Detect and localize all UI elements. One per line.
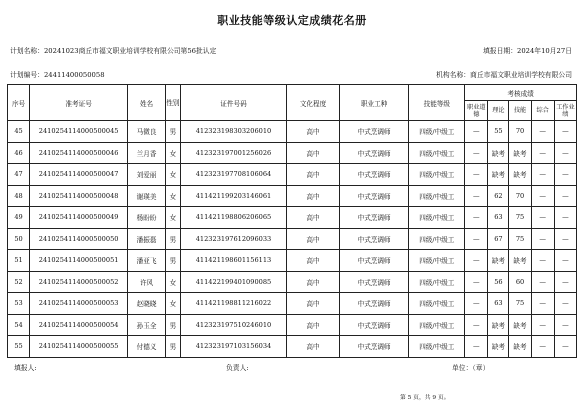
cell-occupation: 中式烹调师 [339,207,409,229]
cell-overall: — [531,185,554,207]
cell-theory: 67 [488,228,509,250]
cell-gender: 女 [166,185,181,207]
cell-skill: 缺考 [509,336,531,358]
cell-seq: 50 [8,228,30,250]
col-header-ethics: 职业道德 [465,101,488,121]
cell-education: 高中 [287,207,340,229]
cell-cert-no: 2410254114000500046 [30,142,128,164]
cell-ethics: — [465,336,488,358]
cell-name: 许风 [128,271,166,293]
cell-education: 高中 [287,185,340,207]
cell-education: 高中 [287,336,340,358]
cell-education: 高中 [287,164,340,186]
cell-name: 谢瑛美 [128,185,166,207]
cell-overall: — [531,250,554,272]
cell-cert-no: 2410254114000500052 [30,271,128,293]
cell-gender: 男 [166,336,181,358]
cell-education: 高中 [287,271,340,293]
cell-occupation: 中式烹调师 [339,293,409,315]
page-title: 职业技能等级认定成绩花名册 [217,14,367,27]
plan-name: 计划名称：20241023商丘市福文职业培训学校有限公司第56批认定 [10,47,217,55]
cell-overall: — [531,314,554,336]
cell-education: 高中 [287,314,340,336]
cell-overall: — [531,207,554,229]
cell-overall: — [531,336,554,358]
cell-skill: 75 [509,293,531,315]
cell-name: 兰月香 [128,142,166,164]
cell-education: 高中 [287,121,340,143]
cell-performance: — [554,142,576,164]
table-row [8,314,577,336]
cell-id-no: 412323197708106064 [180,164,286,186]
cell-id-no: 411421198806206065 [180,207,286,229]
cell-seq: 55 [8,336,30,358]
cell-occupation: 中式烹调师 [339,271,409,293]
col-header-id-no: 证件号码 [180,85,286,121]
col-header-overall: 综合 [531,101,554,121]
cell-theory: 63 [488,293,509,315]
cell-performance: — [554,185,576,207]
cell-gender: 女 [166,164,181,186]
cell-cert-no: 2410254114000500047 [30,164,128,186]
table-row [8,185,577,207]
cell-level: 四级/中级工 [409,271,465,293]
cell-cert-no: 2410254114000500054 [30,314,128,336]
cell-ethics: — [465,185,488,207]
col-header-seq: 序号 [8,85,30,121]
table-row [8,207,577,229]
cell-ethics: — [465,228,488,250]
plan-number: 计划编号：24411400050058 [10,71,105,79]
cell-performance: — [554,164,576,186]
cell-seq: 48 [8,185,30,207]
table-row [8,293,577,315]
cell-theory: 缺考 [488,336,509,358]
cell-theory: 55 [488,121,509,143]
cell-seq: 46 [8,142,30,164]
cell-performance: — [554,250,576,272]
cell-skill: 缺考 [509,250,531,272]
cell-id-no: 412323198303206010 [180,121,286,143]
cell-name: 孙玉全 [128,314,166,336]
org-name: 机构名称：商丘市福文职业培训学校有限公司 [436,71,572,79]
table-row [8,271,577,293]
cell-occupation: 中式烹调师 [339,121,409,143]
cell-seq: 53 [8,293,30,315]
cell-name: 潘亚飞 [128,250,166,272]
page-indicator: 第 5 页，共 9 页。 [400,395,450,401]
cell-overall: — [531,293,554,315]
col-header-name: 姓名 [128,85,166,121]
col-header-results-group: 考核成绩 [465,85,577,101]
cell-gender: 男 [166,121,181,143]
cell-ethics: — [465,164,488,186]
cell-level: 四级/中级工 [409,142,465,164]
cell-id-no: 412323197612096033 [180,228,286,250]
cell-name: 刘爱丽 [128,164,166,186]
table-row [8,250,577,272]
cell-performance: — [554,314,576,336]
table-row [8,228,577,250]
cell-theory: 63 [488,207,509,229]
cell-skill: 75 [509,207,531,229]
cell-seq: 49 [8,207,30,229]
cell-overall: — [531,271,554,293]
cell-cert-no: 2410254114000500053 [30,293,128,315]
cell-id-no: 412323197001256026 [180,142,286,164]
cell-gender: 女 [166,271,181,293]
cell-performance: — [554,207,576,229]
results-table [7,84,577,358]
cell-overall: — [531,121,554,143]
cell-id-no: 412323197510246010 [180,314,286,336]
cell-name: 马微良 [128,121,166,143]
footer-responsible: 负责人: [226,364,249,372]
cell-skill: 缺考 [509,164,531,186]
cell-seq: 54 [8,314,30,336]
cell-occupation: 中式烹调师 [339,336,409,358]
cell-performance: — [554,293,576,315]
cell-occupation: 中式烹调师 [339,250,409,272]
cell-level: 四级/中级工 [409,228,465,250]
cell-overall: — [531,142,554,164]
col-header-theory: 理论 [488,101,509,121]
cell-gender: 男 [166,228,181,250]
cell-gender: 女 [166,142,181,164]
cell-overall: — [531,228,554,250]
cell-id-no: 411421198601156113 [180,250,286,272]
cell-cert-no: 2410254114000500055 [30,336,128,358]
cell-skill: 70 [509,121,531,143]
cell-cert-no: 2410254114000500049 [30,207,128,229]
col-header-occupation: 职业工种 [339,85,409,121]
cell-gender: 女 [166,293,181,315]
cell-cert-no: 2410254114000500045 [30,121,128,143]
cell-skill: 缺考 [509,142,531,164]
cell-performance: — [554,121,576,143]
table-row [8,121,577,143]
cell-level: 四级/中级工 [409,336,465,358]
cell-gender: 男 [166,250,181,272]
cell-occupation: 中式烹调师 [339,164,409,186]
cell-ethics: — [465,293,488,315]
cell-education: 高中 [287,250,340,272]
cell-overall: — [531,164,554,186]
footer-filler: 填报人: [14,364,37,372]
cell-seq: 47 [8,164,30,186]
col-header-gender: 性别 [166,85,181,121]
cell-occupation: 中式烹调师 [339,228,409,250]
table-row [8,142,577,164]
table-row [8,164,577,186]
col-header-skill-level: 技能等级 [409,85,465,121]
cell-ethics: — [465,250,488,272]
cell-theory: 缺考 [488,250,509,272]
cell-theory: 56 [488,271,509,293]
cell-skill: 75 [509,228,531,250]
footer-unit: 单位：（章） [452,364,490,372]
cell-name: 潘振磊 [128,228,166,250]
cell-seq: 51 [8,250,30,272]
cell-occupation: 中式烹调师 [339,142,409,164]
cell-theory: 缺考 [488,164,509,186]
cell-performance: — [554,336,576,358]
cell-performance: — [554,271,576,293]
cell-level: 四级/中级工 [409,207,465,229]
table-row [8,336,577,358]
cell-name: 付德义 [128,336,166,358]
cell-cert-no: 2410254114000500048 [30,185,128,207]
col-header-performance: 工作业绩 [554,101,576,121]
cell-name: 杨盼盼 [128,207,166,229]
cell-education: 高中 [287,142,340,164]
cell-id-no: 412323197103156034 [180,336,286,358]
cell-education: 高中 [287,293,340,315]
col-header-education: 文化程度 [287,85,340,121]
cell-level: 四级/中级工 [409,314,465,336]
cell-level: 四级/中级工 [409,121,465,143]
cell-theory: 缺考 [488,314,509,336]
cell-performance: — [554,228,576,250]
cell-skill: 缺考 [509,314,531,336]
cell-seq: 45 [8,121,30,143]
cell-occupation: 中式烹调师 [339,314,409,336]
fill-date: 填报日期：2024年10月27日 [483,47,572,55]
col-header-skill: 技能 [509,101,531,121]
cell-ethics: — [465,121,488,143]
cell-level: 四级/中级工 [409,164,465,186]
cell-theory: 62 [488,185,509,207]
cell-skill: 60 [509,271,531,293]
cell-ethics: — [465,271,488,293]
cell-ethics: — [465,142,488,164]
cell-level: 四级/中级工 [409,293,465,315]
col-header-cert-no: 准考证号 [30,85,128,121]
cell-seq: 52 [8,271,30,293]
cell-id-no: 411421199203146061 [180,185,286,207]
cell-level: 四级/中级工 [409,250,465,272]
cell-id-no: 411421198811216022 [180,293,286,315]
cell-level: 四级/中级工 [409,185,465,207]
cell-name: 赵晓晓 [128,293,166,315]
cell-cert-no: 2410254114000500051 [30,250,128,272]
cell-theory: 缺考 [488,142,509,164]
cell-gender: 女 [166,207,181,229]
cell-ethics: — [465,314,488,336]
cell-skill: 70 [509,185,531,207]
cell-gender: 男 [166,314,181,336]
cell-id-no: 411422199401090085 [180,271,286,293]
cell-cert-no: 2410254114000500050 [30,228,128,250]
cell-occupation: 中式烹调师 [339,185,409,207]
cell-ethics: — [465,207,488,229]
cell-education: 高中 [287,228,340,250]
